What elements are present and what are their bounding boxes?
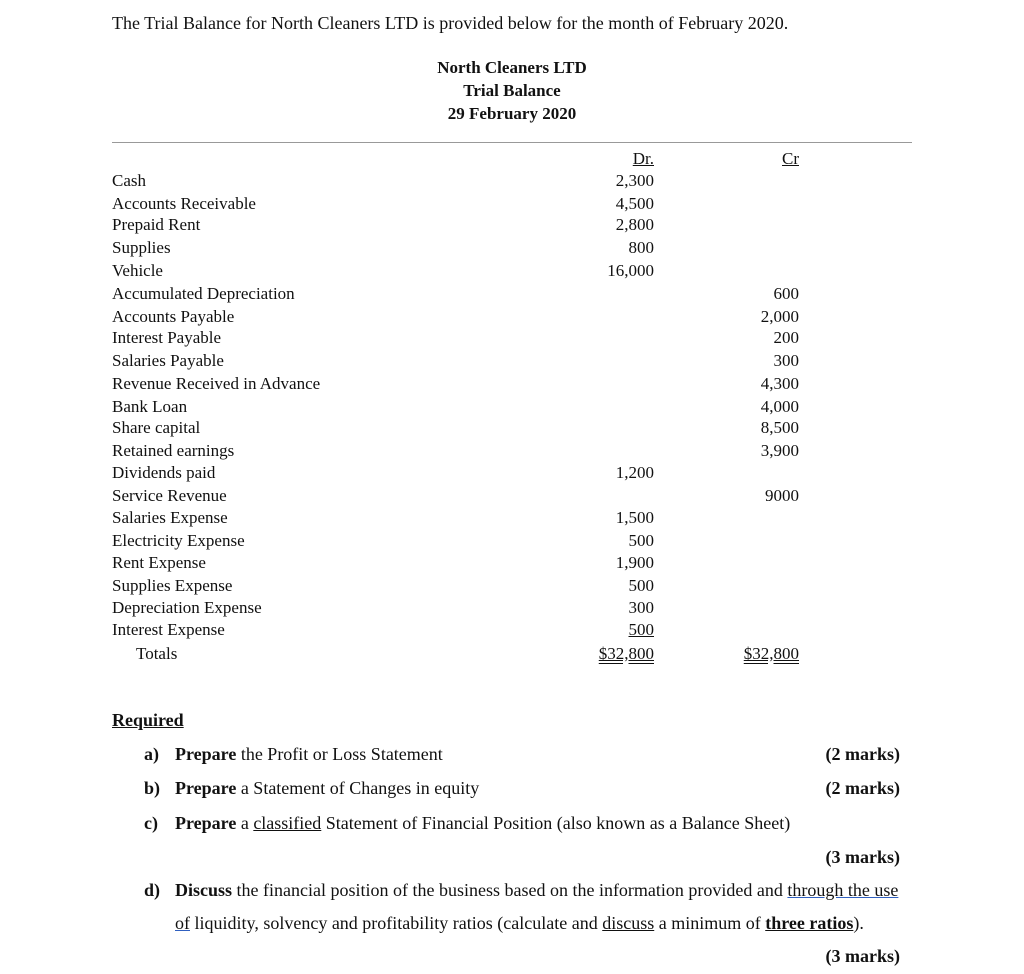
account-name: Interest Expense (112, 620, 225, 639)
intro-text: The Trial Balance for North Cleaners LTD is provided below for the month of February 2020. (112, 13, 789, 33)
required-heading: Required (112, 710, 184, 730)
cr-column-header: Cr (782, 149, 799, 168)
dr-amount: 4,500 (615, 194, 654, 213)
question-a-marks: (2 marks) (825, 744, 900, 764)
cr-amount: 4,300 (760, 374, 799, 393)
question-d-verb: Discuss (175, 880, 233, 900)
question-b-label: b) (144, 778, 161, 798)
account-name: Salaries Expense (112, 508, 228, 527)
dr-amount: 500 (628, 620, 654, 639)
account-name: Retained earnings (112, 441, 235, 460)
dr-amount: 300 (628, 598, 654, 617)
question-b (144, 778, 479, 799)
account-name: Accounts Payable (112, 307, 235, 326)
cr-amount: 3,900 (760, 441, 799, 460)
totals-label: Totals (136, 644, 178, 663)
question-d-discuss: discuss (602, 913, 655, 933)
account-name: Interest Payable (112, 328, 222, 347)
question-c-text-post: Statement of Financial Position (also known as a Balance Sheet) (321, 813, 791, 833)
account-name: Vehicle (112, 261, 163, 280)
question-c-marks: (3 marks) (825, 847, 900, 867)
question-b-text: a Statement of Changes in equity (236, 778, 480, 798)
question-a (144, 744, 443, 765)
dr-amount: 800 (628, 238, 654, 257)
question-d-line2 (175, 913, 864, 934)
account-name: Rent Expense (112, 553, 206, 572)
account-name: Prepaid Rent (112, 215, 201, 234)
totals-cr: $32,800 (743, 644, 799, 663)
question-a-verb: Prepare (175, 744, 237, 764)
account-name: Depreciation Expense (112, 598, 262, 617)
dr-amount: 2,800 (615, 215, 654, 234)
question-d-three-ratios: three ratios (765, 913, 854, 933)
dr-amount: 2,300 (615, 171, 654, 190)
account-name: Accumulated Depreciation (112, 284, 295, 303)
dr-amount: 1,500 (615, 508, 654, 527)
dr-amount: 16,000 (607, 261, 654, 280)
question-c-link: classified (253, 813, 322, 833)
question-c-label: c) (144, 813, 158, 833)
dr-amount: 500 (628, 531, 654, 550)
question-b-verb: Prepare (175, 778, 237, 798)
cr-amount: 4,000 (760, 397, 799, 416)
question-d-line2-end: ). (853, 913, 864, 933)
totals-dr: $32,800 (598, 644, 654, 663)
question-d-marks: (3 marks) (825, 946, 900, 966)
cr-amount: 300 (773, 351, 799, 370)
statement-title: Trial Balance (463, 81, 561, 100)
cr-amount: 2,000 (760, 307, 799, 326)
question-c (144, 813, 790, 834)
dr-amount: 1,200 (615, 463, 654, 482)
account-name: Accounts Receivable (112, 194, 256, 213)
question-d-line2-link: of (175, 913, 190, 933)
account-name: Cash (112, 171, 146, 190)
company-name: North Cleaners LTD (437, 58, 587, 77)
question-d-label: d) (144, 880, 161, 900)
cr-amount: 9000 (765, 486, 799, 505)
question-b-marks: (2 marks) (825, 778, 900, 798)
account-name: Service Revenue (112, 486, 227, 505)
account-name: Revenue Received in Advance (112, 374, 321, 393)
account-name: Dividends paid (112, 463, 216, 482)
question-a-label: a) (144, 744, 159, 764)
dr-amount: 500 (628, 576, 654, 595)
dr-column-header: Dr. (632, 149, 654, 168)
account-name: Electricity Expense (112, 531, 245, 550)
statement-date: 29 February 2020 (447, 104, 577, 123)
account-name: Share capital (112, 418, 201, 437)
question-d-line2-pre-bold: a minimum of (654, 913, 766, 933)
cr-amount: 200 (773, 328, 799, 347)
account-name: Supplies (112, 238, 171, 257)
question-c-verb: Prepare (175, 813, 237, 833)
question-d (144, 880, 898, 901)
dr-amount: 1,900 (615, 553, 654, 572)
question-c-text-pre: a (236, 813, 254, 833)
cr-amount: 600 (773, 284, 799, 303)
header-divider (112, 142, 912, 143)
question-a-text: the Profit or Loss Statement (236, 744, 443, 764)
question-d-line2-mid: liquidity, solvency and profitability ratios (calculate and (190, 913, 603, 933)
account-name: Bank Loan (112, 397, 188, 416)
question-d-text-pre: the financial position of the business based on the information provided and (232, 880, 788, 900)
account-name: Salaries Payable (112, 351, 224, 370)
question-d-link: through the use (787, 880, 899, 900)
account-name: Supplies Expense (112, 576, 233, 595)
cr-amount: 8,500 (760, 418, 799, 437)
